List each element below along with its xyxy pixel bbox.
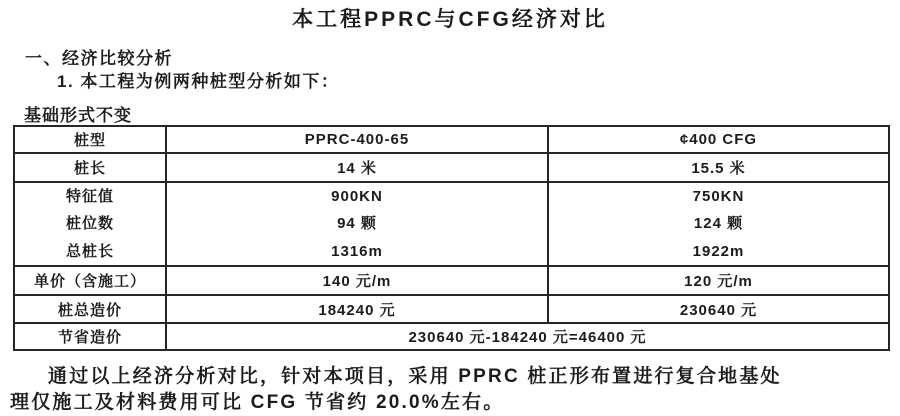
pprc-value-cell: 140 元/m [166,266,548,295]
cfg-total-length: 1922m [692,242,745,260]
cfg-value-cell: ¢400 CFG [548,126,889,153]
table-row-specs [14,182,889,266]
table-row-total-cost [14,295,889,323]
savings-merged-cell: 230640 元-184240 元=46400 元 [166,323,889,350]
cfg-pile-count: 124 颗 [693,215,744,233]
document-title: 本工程PPRC与CFG经济对比 [292,8,608,31]
row-label-cell: 节省造价 [14,323,166,350]
pprc-value-cell [166,182,548,266]
spec-label-characteristic-value: 特征值 [65,188,114,206]
pprc-characteristic-value: 900KN [331,188,383,206]
pprc-total-length: 1316m [331,242,383,260]
cfg-value-cell: 15.5 米 [548,153,889,182]
row-label-cell [14,182,166,266]
row-label-cell: 桩型 [14,126,166,153]
section-heading: 一、经济比较分析 [25,49,173,68]
row-label-cell: 桩长 [14,153,166,182]
pprc-value-cell: PPRC-400-65 [166,126,548,153]
row-label-cell: 单价（含施工） [14,266,166,295]
table-row-pile-type [14,126,889,153]
pprc-value-cell: 184240 元 [166,295,548,323]
spec-label-pile-count: 桩位数 [65,215,114,233]
cfg-value-cell [548,182,889,266]
conclusion-paragraph: 通过以上经济分析对比，针对本项目，采用 PPRC 桩正形布置进行复合地基处理仅施工及材料费用可比 CFG 节省约 20.0%左右。 [10,366,782,413]
table-row-savings [14,323,889,350]
comparison-table [13,125,890,351]
pprc-pile-count: 94 颗 [337,215,377,233]
cfg-characteristic-value: 750KN [692,188,745,206]
table-row-pile-length [14,153,889,182]
numbered-list-item: 1. 本工程为例两种桩型分析如下： [57,72,340,91]
spec-label-total-length: 总桩长 [65,242,114,260]
cfg-value-cell: 120 元/m [548,266,889,295]
table-caption: 基础形式不变 [24,106,132,125]
pprc-value-cell: 14 米 [166,153,548,182]
row-label-cell: 桩总造价 [14,295,166,323]
table-row-unit-price [14,266,889,295]
cfg-value-cell: 230640 元 [548,295,889,323]
